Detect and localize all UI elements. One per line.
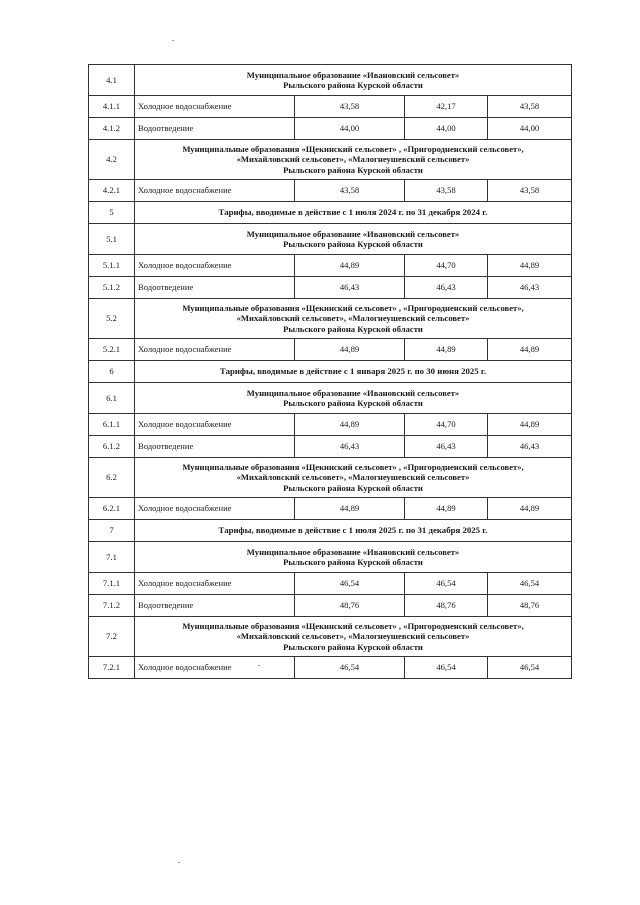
table-row	[89, 436, 572, 458]
heading-line: Рыльского района Курской области	[283, 557, 423, 567]
scan-speck	[178, 862, 180, 863]
row-number: 5.1	[89, 224, 135, 255]
tariff-value-1: 48,76	[295, 595, 405, 617]
row-number: 4.2.1	[89, 180, 135, 202]
heading-line: Муниципальные образования «Щекинский сельсовет» , «Пригородненский сельсовет»,	[182, 302, 524, 313]
heading-line: «Михайловский сельсовет», «Малогнеушевский сельсовет»	[236, 631, 470, 642]
table-row	[89, 617, 572, 657]
table-row	[89, 520, 572, 542]
table-row	[89, 65, 572, 96]
service-name: Холодное водоснабжение	[135, 180, 295, 202]
tariff-value-2: 46,43	[405, 436, 488, 458]
tariff-value-3: 46,43	[488, 436, 572, 458]
tariff-value-3: 46,43	[488, 277, 572, 299]
row-number: 7.1.1	[89, 573, 135, 595]
heading-line: Муниципальные образования «Щекинский сельсовет» , «Пригородненский сельсовет»,	[182, 620, 524, 631]
row-number: 5.1.2	[89, 277, 135, 299]
heading-line: Рыльского района Курской области	[283, 323, 423, 334]
tariff-value-2: 44,00	[405, 118, 488, 140]
heading-line: Рыльского района Курской области	[283, 80, 423, 90]
tariff-value-1: 43,58	[295, 180, 405, 202]
table-row	[89, 96, 572, 118]
row-number: 4.2	[89, 140, 135, 180]
tariff-value-3: 44,89	[488, 339, 572, 361]
row-number: 7.2	[89, 617, 135, 657]
service-name: Холодное водоснабжение	[135, 657, 295, 679]
heading-line: Муниципальные образования «Щекинский сельсовет» , «Пригородненский сельсовет»,	[182, 143, 524, 154]
tariff-value-3: 48,76	[488, 595, 572, 617]
heading-line: «Михайловский сельсовет», «Малогнеушевский сельсовет»	[236, 472, 470, 483]
period-heading: Тарифы, вводимые в действие с 1 июля 2024 г. по 31 декабря 2024 г.	[135, 202, 572, 224]
row-number: 6.1.2	[89, 436, 135, 458]
table-row	[89, 542, 572, 573]
tariff-value-2: 42,17	[405, 96, 488, 118]
service-name: Холодное водоснабжение	[135, 414, 295, 436]
period-heading: Тарифы, вводимые в действие с 1 июля 2025 г. по 31 декабря 2025 г.	[135, 520, 572, 542]
table-row	[89, 498, 572, 520]
tariff-table-body	[89, 65, 572, 679]
heading-line: Муниципальное образование «Ивановский сельсовет»	[246, 228, 460, 239]
table-row	[89, 458, 572, 498]
tariff-value-2: 44,89	[405, 339, 488, 361]
row-number: 5	[89, 202, 135, 224]
tariff-value-2: 44,70	[405, 255, 488, 277]
tariff-value-3: 46,54	[488, 573, 572, 595]
row-number: 7.1	[89, 542, 135, 573]
service-name: Холодное водоснабжение	[135, 96, 295, 118]
row-number: 4.1.2	[89, 118, 135, 140]
tariff-value-1: 44,89	[295, 414, 405, 436]
scan-speck	[258, 665, 260, 666]
heading-line: «Михайловский сельсовет», «Малогнеушевский сельсовет»	[236, 313, 470, 324]
municipality-heading	[135, 224, 572, 255]
table-row	[89, 657, 572, 679]
tariff-value-1: 44,89	[295, 498, 405, 520]
period-heading: Тарифы, вводимые в действие с 1 января 2025 г. по 30 июня 2025 г.	[135, 361, 572, 383]
tariff-value-2: 48,76	[405, 595, 488, 617]
tariff-value-1: 43,58	[295, 96, 405, 118]
table-row	[89, 383, 572, 414]
row-number: 7.2.1	[89, 657, 135, 679]
heading-line: Муниципальное образование «Ивановский сельсовет»	[246, 387, 460, 398]
tariff-value-3: 44,89	[488, 255, 572, 277]
tariff-value-1: 46,43	[295, 277, 405, 299]
municipality-heading	[135, 617, 572, 657]
table-row	[89, 224, 572, 255]
heading-line: Рыльского района Курской области	[283, 641, 423, 652]
municipality-heading	[135, 542, 572, 573]
table-row	[89, 361, 572, 383]
table-row	[89, 140, 572, 180]
service-name: Холодное водоснабжение	[135, 339, 295, 361]
tariff-value-1: 44,89	[295, 255, 405, 277]
tariff-value-3: 43,58	[488, 96, 572, 118]
row-number: 6.2.1	[89, 498, 135, 520]
row-number: 4.1.1	[89, 96, 135, 118]
municipality-heading	[135, 458, 572, 498]
table-row	[89, 339, 572, 361]
table-row	[89, 414, 572, 436]
heading-line: Рыльского района Курской области	[283, 164, 423, 175]
municipality-heading	[135, 140, 572, 180]
heading-line: Рыльского района Курской области	[283, 239, 423, 249]
tariff-value-2: 46,54	[405, 573, 488, 595]
table-row	[89, 595, 572, 617]
tariff-value-1: 44,00	[295, 118, 405, 140]
tariff-value-1: 46,54	[295, 657, 405, 679]
tariff-value-1: 44,89	[295, 339, 405, 361]
row-number: 6.1.1	[89, 414, 135, 436]
table-row	[89, 118, 572, 140]
service-name: Холодное водоснабжение	[135, 255, 295, 277]
table-row	[89, 299, 572, 339]
tariff-value-3: 43,58	[488, 180, 572, 202]
municipality-heading	[135, 383, 572, 414]
row-number: 5.1.1	[89, 255, 135, 277]
municipality-heading	[135, 65, 572, 96]
table-row	[89, 202, 572, 224]
tariff-table	[88, 64, 572, 679]
heading-line: Муниципальное образование «Ивановский сельсовет»	[246, 546, 460, 557]
heading-line: Рыльского района Курской области	[283, 398, 423, 408]
tariff-value-3: 44,89	[488, 498, 572, 520]
heading-line: Муниципальное образование «Ивановский сельсовет»	[246, 69, 460, 80]
table-row	[89, 255, 572, 277]
table-row	[89, 573, 572, 595]
tariff-value-3: 44,00	[488, 118, 572, 140]
service-name: Водоотведение	[135, 595, 295, 617]
tariff-value-3: 46,54	[488, 657, 572, 679]
tariff-value-1: 46,43	[295, 436, 405, 458]
service-name: Холодное водоснабжение	[135, 498, 295, 520]
row-number: 4.1	[89, 65, 135, 96]
row-number: 6.1	[89, 383, 135, 414]
tariff-value-2: 46,54	[405, 657, 488, 679]
tariff-value-2: 44,70	[405, 414, 488, 436]
tariff-value-2: 44,89	[405, 498, 488, 520]
service-name: Холодное водоснабжение	[135, 573, 295, 595]
row-number: 5.2	[89, 299, 135, 339]
heading-line: Рыльского района Курской области	[283, 482, 423, 493]
table-row	[89, 277, 572, 299]
table-row	[89, 180, 572, 202]
row-number: 6.2	[89, 458, 135, 498]
tariff-value-2: 46,43	[405, 277, 488, 299]
row-number: 7.1.2	[89, 595, 135, 617]
row-number: 5.2.1	[89, 339, 135, 361]
row-number: 6	[89, 361, 135, 383]
service-name: Водоотведение	[135, 118, 295, 140]
row-number: 7	[89, 520, 135, 542]
tariff-value-1: 46,54	[295, 573, 405, 595]
scan-speck	[172, 40, 174, 41]
heading-line: «Михайловский сельсовет», «Малогнеушевский сельсовет»	[236, 154, 470, 165]
municipality-heading	[135, 299, 572, 339]
service-name: Водоотведение	[135, 436, 295, 458]
tariff-value-2: 43,58	[405, 180, 488, 202]
service-name: Водоотведение	[135, 277, 295, 299]
tariff-value-3: 44,89	[488, 414, 572, 436]
heading-line: Муниципальные образования «Щекинский сельсовет» , «Пригородненский сельсовет»,	[182, 461, 524, 472]
